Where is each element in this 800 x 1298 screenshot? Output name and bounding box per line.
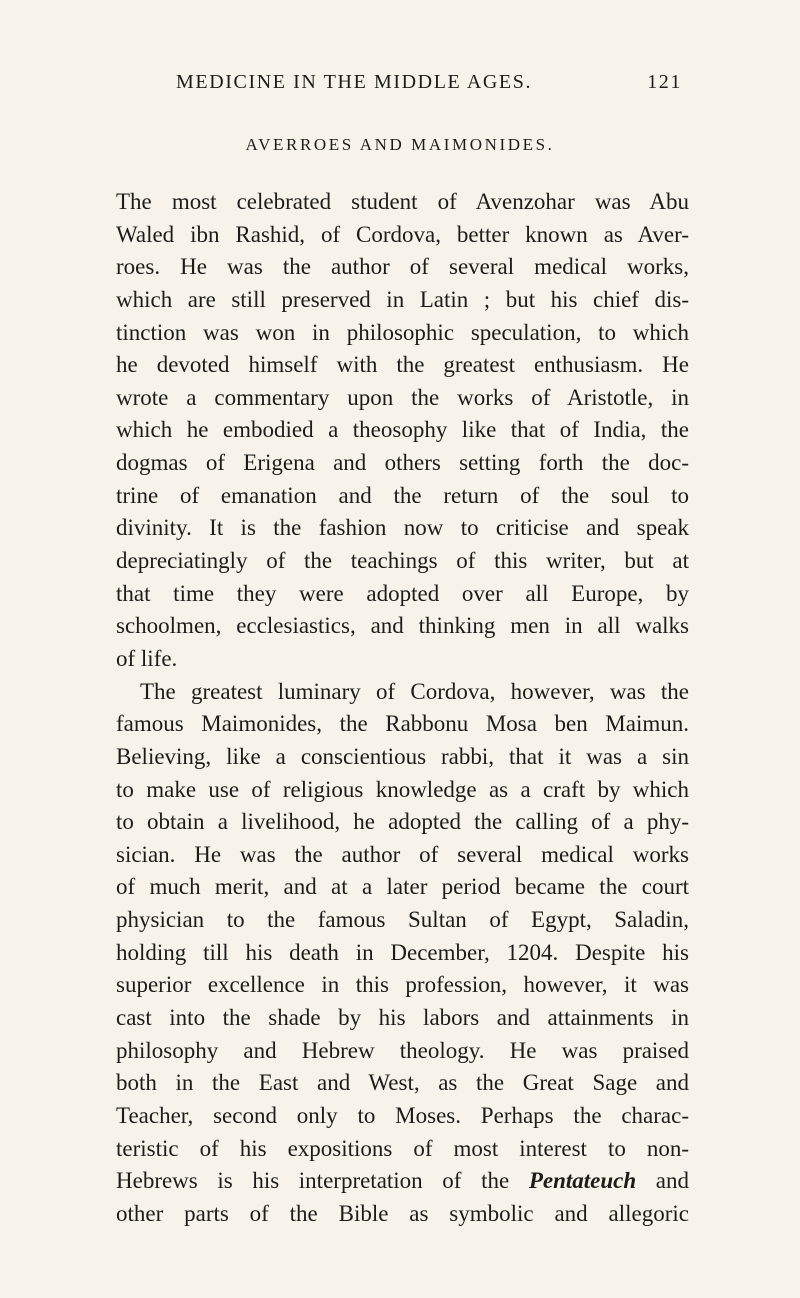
text-line: he devoted himself with the greatest enthusiasm. He (116, 352, 689, 378)
text-line: that time they were adopted over all Europe, by (116, 580, 689, 606)
text-segment: Hebrews is his interpretation of the (116, 1168, 510, 1194)
text-line: dogmas of Erigena and others setting forth the doc- (116, 450, 689, 476)
section-title: AVERROES AND MAIMONIDES. (245, 135, 555, 154)
text-line: Teacher, second only to Moses. Perhaps the charac- (116, 1102, 689, 1128)
text-line: divinity. It is the fashion now to criticise and speak (116, 515, 689, 541)
text-line: philosophy and Hebrew theology. He was praised (116, 1037, 689, 1063)
text-line: teristic of his expositions of most interest to non- (116, 1135, 689, 1161)
paragraph-1 (116, 186, 689, 676)
text-line: famous Maimonides, the Rabbonu Mosa ben Maimun. (116, 711, 689, 737)
text-line: of life. (116, 645, 178, 671)
text-line: The most celebrated student of Avenzohar was Abu (116, 189, 689, 214)
text-line: The greatest luminary of Cordova, however, was the (140, 678, 689, 704)
text-line: sician. He was the author of several medical works (116, 841, 689, 867)
text-line: roes. He was the author of several medical works, (116, 254, 689, 280)
text-line-with-emphasis (116, 1165, 689, 1198)
body-text (116, 186, 689, 1231)
text-line: other parts of the Bible as symbolic and allegoric (116, 1200, 689, 1226)
text-line: Believing, like a conscientious rabbi, that it was a sin (116, 743, 689, 769)
text-segment: and (655, 1168, 689, 1194)
text-line: to make use of religious knowledge as a craft by which (116, 776, 689, 802)
paragraph-2 (116, 676, 689, 1231)
text-line: schoolmen, ecclesiastics, and thinking men in all walks (116, 613, 689, 639)
text-line: cast into the shade by his labors and attainments in (116, 1005, 689, 1031)
text-line: holding till his death in December, 1204. Despite his (116, 939, 689, 965)
text-line: superior excellence in this profession, however, it was (116, 972, 689, 998)
running-title: MEDICINE IN THE MIDDLE AGES. (176, 71, 533, 93)
emphasized-title: Pentateuch (528, 1168, 637, 1194)
text-line: which are still preserved in Latin ; but his chief dis- (116, 286, 689, 312)
text-line: of much merit, and at a later period became the court (116, 874, 689, 900)
text-line: both in the East and West, as the Great Sage and (116, 1070, 689, 1096)
text-line: Waled ibn Rashid, of Cordova, better known as Aver- (116, 221, 689, 247)
text-line: physician to the famous Sultan of Egypt, Saladin, (116, 907, 689, 933)
running-head (176, 71, 682, 101)
text-line: trine of emanation and the return of the soul to (116, 482, 689, 508)
text-line: tinction was won in philosophic speculation, to which (116, 319, 689, 345)
text-line: wrote a commentary upon the works of Aristotle, in (116, 384, 689, 410)
text-line: depreciatingly of the teachings of this writer, but at (116, 548, 689, 574)
text-line: to obtain a livelihood, he adopted the calling of a phy- (116, 809, 689, 835)
text-line: which he embodied a theosophy like that of India, the (116, 417, 689, 443)
page-number: 121 (647, 71, 682, 93)
